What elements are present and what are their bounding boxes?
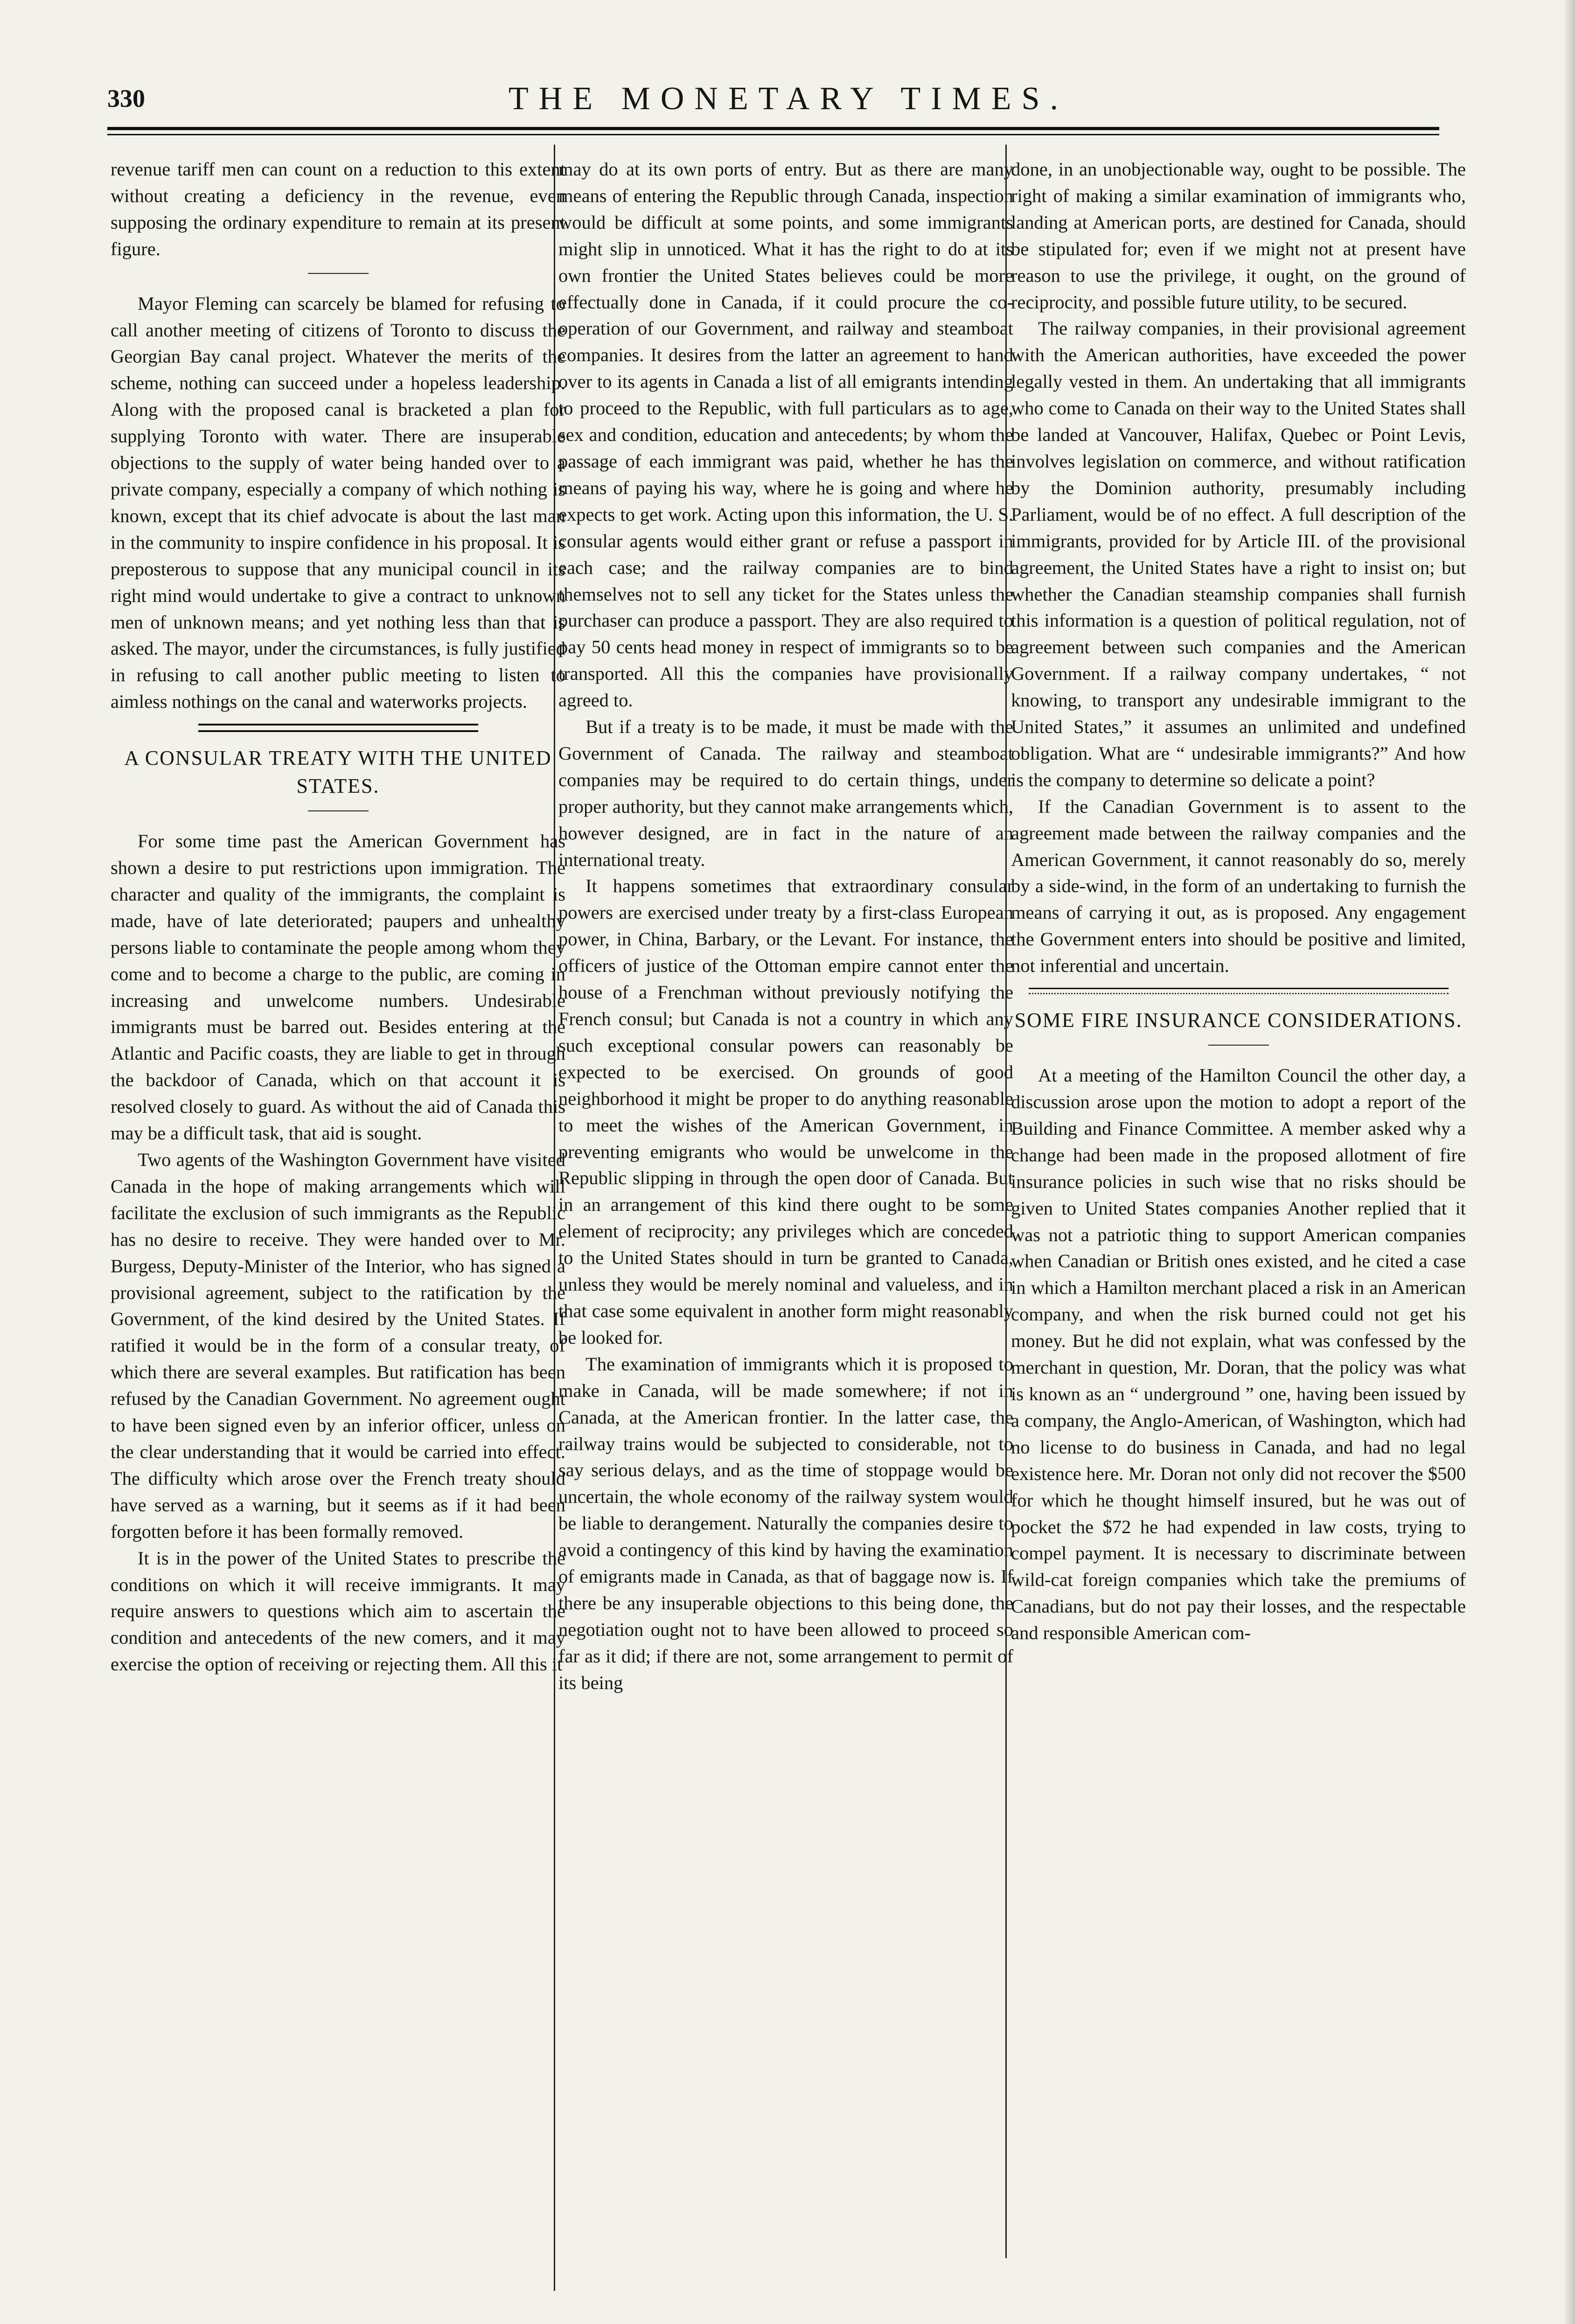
- heading-underline: [1208, 1045, 1269, 1046]
- paragraph: may do at its own ports of entry. But as there are many means of entering the Republic through Canada, inspection would be difficult at some points, and some immigrants might slip in unnoticed. What it has the right to do at its own frontier the United States believes could be more effectually done in Canada, if it could procure the co-operation of our Government, and railway and steamboat companies. It desires from the latter an agreement to hand over to its agents in Canada a list of all emigrants intending to proceed to the Republic, with full particulars as to age, sex and condition, education and antecedents; by whom the passage of each immigrant was paid, whether he has the means of paying his way, where he is going and where he expects to get work. Acting upon this information, the U. S. consular agents would either grant or refuse a passport in each case; and the railway companies are to bind themselves not to sell any ticket for the States unless the purchaser can produce a passport. They are also required to pay 50 cents head money in respect of immigrants so to be transported. All this the companies have provisionally agreed to.: [558, 159, 1013, 711]
- paragraph: The examination of immigrants which it is proposed to make in Canada, will be made somewhere; if not in Canada, at the American frontier. In the latter case, the railway trains would be subjected to considerable, not to say serious delays, and as the time of stoppage would be uncertain, the whole economy of the railway system would be liable to derangement. Naturally the companies desire to avoid a contingency of this kind by having the examination of emigrants made in Canada, as that of baggage now is. If there be any insuperable objections to this being done, the negotiation ought not to have been allowed to proceed so far as it did; if there are not, some arrangement to permit of its being: [558, 1353, 1013, 1693]
- article-separator: [198, 724, 478, 732]
- scan-edge-shadow: [1563, 0, 1575, 2324]
- article-heading: A CONSULAR TREATY WITH THE UNITED STATES.: [124, 747, 552, 798]
- column-1: [111, 156, 565, 1678]
- article-heading: SOME FIRE INSURANCE CONSIDERATIONS.: [1014, 1009, 1463, 1032]
- page-number: 330: [107, 84, 145, 112]
- section-separator: [308, 273, 369, 274]
- page-header: [107, 70, 1470, 121]
- paragraph: It happens sometimes that extraordinary consular powers are exercised under treaty by a first-class European power, in China, Barbary, or the Levant. For instance, the officers of justice of the Ottoman empire cannot enter the house of a Frenchman without previously notifying the French consul; but Canada is not a country in which any such exceptional consular powers can reasonably be expected to be exercised. On grounds of good neighborhood it might be proper to do anything reasonable to meet the wishes of the American Government, in preventing emigrants who would be unwelcome in the Republic slipping in through the open door of Canada. But in an arrangement of this kind there ought to be some element of reciprocity; any privileges which are conceded to the United States should in turn be granted to Canada, unless they would be merely nominal and valueless, and in that case some equivalent in another form might reasonably be looked for.: [558, 875, 1013, 1348]
- paragraph: At a meeting of the Hamilton Council the other day, a discussion arose upon the motion to adopt a report of the Building and Finance Committee. A member asked why a change had been made in the proposed allotment of fire insurance policies in such wise that no risks should be given to United States companies Another replied that it was not a patriotic thing to support American companies when Canadian or British ones existed, and he cited a case in which a Hamilton merchant placed a risk in an American company, and when the risk burned could not get his money. But he did not explain, what was confessed by the merchant in question, Mr. Doran, that the policy was what is known as an “ underground ” one, having been issued by a company, the Anglo-American, of Washington, which had no license to do business in Canada, and had no legal existence here. Mr. Doran not only did not recover the $500 for which he thought himself insured, but he was out of pocket the $72 he had expended in law costs, trying to compel payment. It is necessary to discriminate between wild-cat foreign companies which take the premiums of Canadians, but do not pay their losses, and the respectable and responsible American com-: [1011, 1065, 1466, 1644]
- column-3: [1011, 156, 1466, 1647]
- masthead-title: THE MONETARY TIMES.: [509, 81, 1068, 117]
- paragraph: It is in the power of the United States to prescribe the conditions on which it will receive immigrants. It may require answers to questions which aim to ascertain the condition and antecedents of the new comers, and it may exercise the option of receiving or rejecting them. All this it: [111, 1547, 565, 1675]
- paragraph: done, in an unobjectionable way, ought to be possible. The right of making a similar examination of immigrants who, landing at American ports, are destined for Canada, should be stipulated for; even if we might not at present have reason to use the privilege, it ought, on the ground of reciprocity, and possible future utility, to be secured.: [1011, 159, 1466, 313]
- heading-underline: [308, 810, 369, 811]
- paragraph: revenue tariff men can count on a reduction to this extent without creating a deficiency in the revenue, even supposing the ordinary expenditure to remain at its present figure.: [111, 159, 565, 259]
- paragraph: Mayor Fleming can scarcely be blamed for refusing to call another meeting of citizens of Toronto to discuss the Georgian Bay canal project. Whatever the merits of the scheme, nothing can succeed under a hopeless leadership. Along with the proposed canal is bracketed a plan for supplying Toronto with water. There are insuperable objections to the supply of water being handed over to a private company, especially a company of which nothing is known, except that its chief advocate is about the last man in the community to inspire confidence in his proposal. It is preposterous to suppose that any municipal council in its right mind would undertake to give a contract to unknown men of unknown means; and yet nothing less than that is asked. The mayor, under the circumstances, is fully justified in refusing to call another public meeting to listen to aimless nothings on the canal and waterworks projects.: [111, 293, 565, 712]
- paragraph: The railway companies, in their provisional agreement with the American authorities, have exceeded the power legally vested in them. An undertaking that all immigrants who come to Canada on their way to the United States shall be landed at Vancouver, Halifax, Quebec or Point Levis, involves legislation on commerce, and without ratification by the Dominion authority, presumably including Parliament, would be of no effect. A full description of the immigrants, provided for by Article III. of the provisional agreement, the United States have a right to insist on; but whether the Canadian steamship companies shall furnish this information is a question of political regulation, not of agreement between such companies and the American Government. If a railway company undertakes, “ not knowing, to transport any undesirable immigrant to the United States,” it assumes an unlimited and undefined obligation. What are “ undesirable immigrants?” And how is the company to determine so delicate a point?: [1011, 318, 1466, 790]
- paragraph: If the Canadian Government is to assent to the agreement made between the railway companies and the American Government, it cannot reasonably do so, merely by a side-wind, in the form of an undertaking to furnish the means of carrying it out, as is proposed. Any engagement the Government enters into should be positive and limited, not inferential and uncertain.: [1011, 796, 1466, 977]
- paragraph: But if a treaty is to be made, it must be made with the Government of Canada. The railway and steamboat companies may be required to do certain things, under proper authority, but they cannot make arrangements which, however designed, are in fact in the nature of an international treaty.: [558, 716, 1013, 870]
- header-double-rule: [107, 127, 1439, 135]
- column-2: [558, 156, 1013, 1696]
- paragraph: Two agents of the Washington Government have visited Canada in the hope of making arrangements which will facilitate the exclusion of such immigrants as the Republic has no desire to receive. They were handed over to Mr. Burgess, Deputy-Minister of the Interior, who has signed a provisional agreement, subject to the ratification by the Government, of the kind desired by the United States. If ratified it would be in the form of a consular treaty, of which there are several examples. But ratification has been refused by the Canadian Government. No agreement ought to have been signed even by an inferior officer, unless on the clear understanding that it would be carried into effect. The difficulty which arose over the French treaty should have served as a warning, but it seems as if it had been forgotten before it has been formally removed.: [111, 1149, 565, 1542]
- paragraph: For some time past the American Government has shown a desire to put restrictions upon immigration. The character and quality of the immigrants, the complaint is made, have of late deteriorated; paupers and unhealthy persons liable to contaminate the people among whom they come and to become a charge to the public, are coming in increasing and unwelcome numbers. Undesirable immigrants must be barred out. Besides entering at the Atlantic and Pacific coasts, they are liable to get in through the backdoor of Canada, which on that account it is resolved closely to guard. As without the aid of Canada this may be a difficult task, that aid is sought.: [111, 830, 565, 1144]
- article-separator: [1029, 988, 1449, 994]
